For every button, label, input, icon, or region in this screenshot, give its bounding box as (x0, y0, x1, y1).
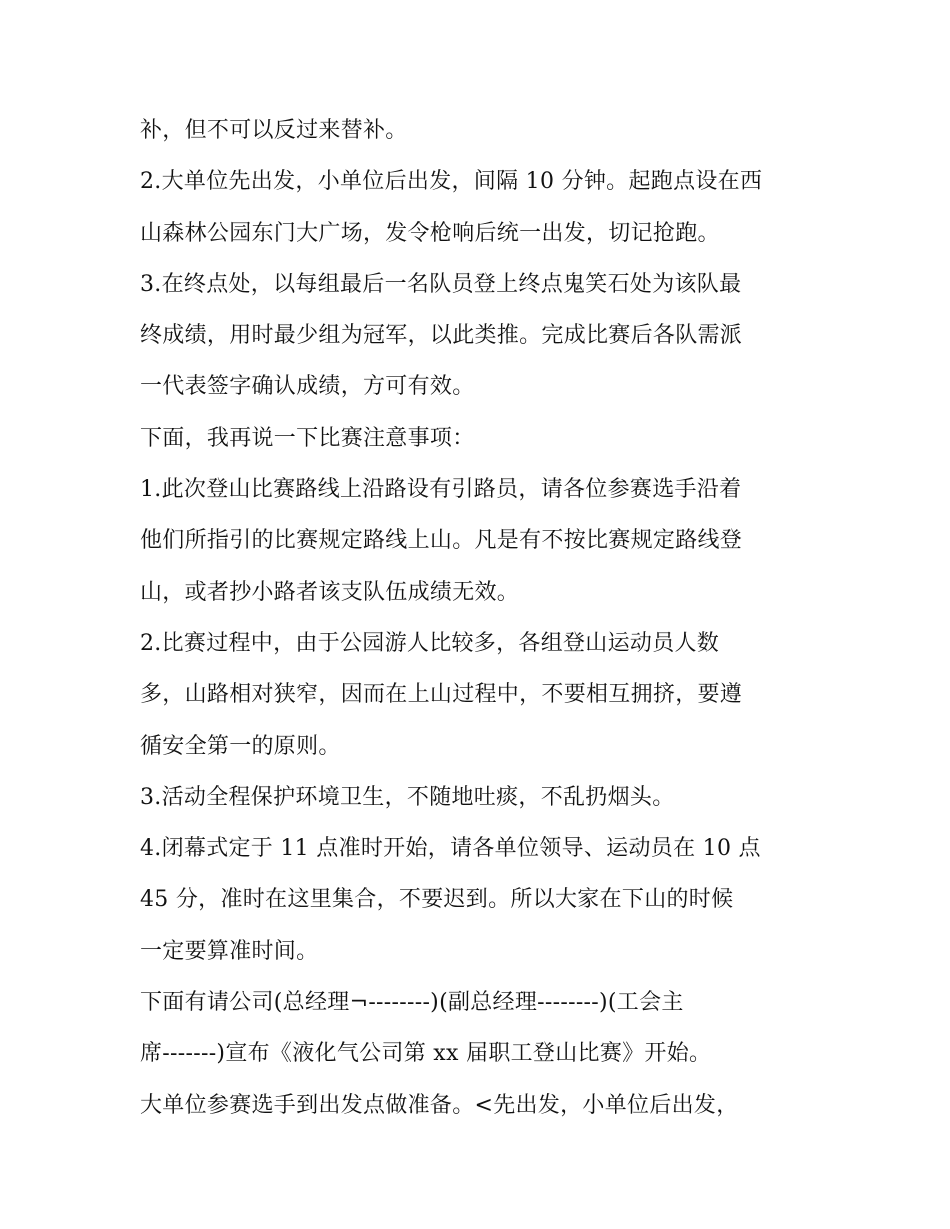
text-line: 4.闭幕式定于 11 点准时开始，请各单位领导、运动员在 10 点 (140, 836, 761, 862)
text-line: 3.活动全程保护环境卫生，不随地吐痰，不乱扔烟头。 (140, 784, 675, 810)
text-line: 2.比赛过程中，由于公园游人比较多，各组登山运动员人数 (140, 630, 720, 656)
text-line: 循安全第一的原则。 (140, 733, 341, 759)
text-line: 大单位参赛选手到出发点做准备。<先出发，小单位后出发， (140, 1092, 739, 1118)
text-line: 补，但不可以反过来替补。 (140, 118, 408, 143)
text-line: 一定要算准时间。 (140, 938, 319, 964)
text-line: 终成绩，用时最少组为冠军，以此类推。完成比赛后各队需派 (140, 323, 743, 349)
text-line: 山森林公园东门大广场，发令枪响后统一出发，切记抢跑。 (140, 220, 720, 246)
text-line: 2.大单位先出发，小单位后出发，间隔 10 分钟。起跑点设在西 (140, 169, 763, 195)
text-line: 一代表签字确认成绩，方可有效。 (140, 374, 475, 400)
text-line: 多，山路相对狭窄，因而在上山过程中，不要相互拥挤，要遵 (140, 682, 743, 708)
text-line: 下面，我再说一下比赛注意事项： (140, 425, 475, 451)
text-line: 3.在终点处，以每组最后一名队员登上终点鬼笑石处为该队最 (140, 271, 742, 297)
document-body (140, 105, 820, 1131)
text-line: 45 分，准时在这里集合，不要迟到。所以大家在下山的时候 (140, 887, 734, 913)
text-line: 山，或者抄小路者该支队伍成绩无效。 (140, 579, 520, 605)
text-line: 席-------)宣布《液化气公司第 xx 届职工登山比赛》开始。 (140, 1041, 712, 1067)
text-line: 下面有请公司(总经理¬--------)(副总经理--------)(工会主 (140, 990, 684, 1016)
text-line: 他们所指引的比赛规定路线上山。凡是有不按比赛规定路线登 (140, 528, 743, 554)
text-line: 1.此次登山比赛路线上沿路设有引路员，请各位参赛选手沿着 (140, 477, 742, 503)
